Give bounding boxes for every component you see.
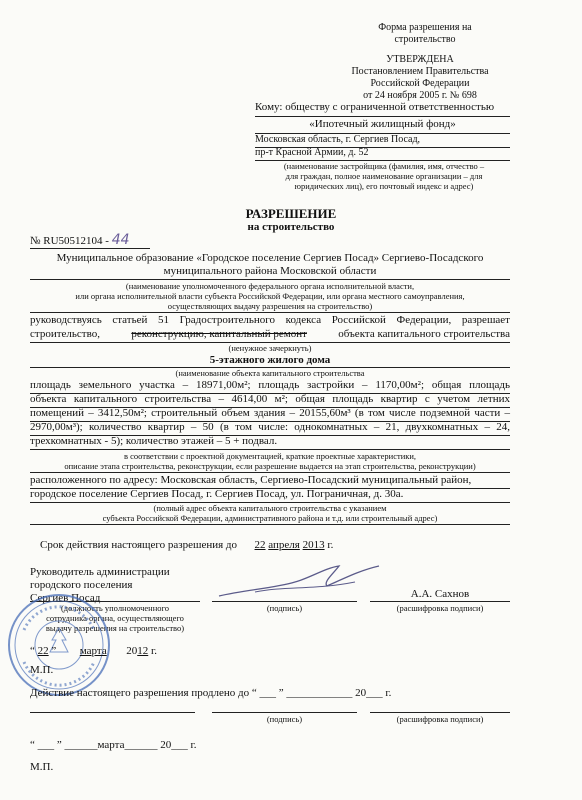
authority-hint-1: (наименование уполномоченного федерального органа исполнительной власти,	[125, 281, 415, 291]
validity-year: 2013	[302, 539, 325, 551]
basis-line2	[30, 328, 510, 341]
signer-role-hint-3: выдачу разрешения на строительство)	[45, 623, 185, 633]
signer-role-hint-2: сотрудника органа, осуществляющего	[46, 613, 184, 623]
basis-hint: (ненужное зачеркнуть)	[228, 343, 312, 353]
signer-name: А.А. Сахнов	[410, 588, 470, 600]
approval-block	[340, 54, 500, 102]
object-param-4: 2970,00м³); количество квартир – 50 (в том числе: однокомнатных – 21, двухкомнатных – 24,	[30, 421, 510, 433]
mp-1: М.П.	[30, 664, 54, 676]
issue-date-day: 22	[37, 645, 49, 657]
recipient-hint-3: юридических лиц), его почтовый индекс и адрес)	[294, 181, 474, 191]
location-hint-2: субъекта Российской Федерации, административного района и т.д. или строительный адрес)	[102, 513, 438, 523]
extension-date: “ ___ ” ______марта______ 20___ г.	[30, 739, 197, 751]
signer-role-3: Сергиев Посад	[30, 592, 101, 604]
recipient-address-2: пр-т Красной Армии, д. 52	[255, 147, 369, 158]
extension-name-hint: (расшифровка подписи)	[396, 714, 484, 724]
signer-role-2: городского поселения	[30, 579, 133, 591]
signer-role-1: Руководитель администрации	[30, 566, 170, 578]
doc-subtitle: на строительство	[247, 221, 335, 233]
doc-title: РАЗРЕШЕНИЕ	[245, 206, 337, 221]
authority-line2: муниципального района Московской области	[163, 265, 377, 277]
basis-construction: строительство,	[30, 328, 100, 340]
issue-date-close-quote: ”	[51, 645, 57, 657]
recipient-hint	[258, 161, 510, 191]
form-line1: Форма разрешения на	[378, 22, 472, 33]
form-caption	[360, 22, 490, 46]
validity	[40, 539, 520, 552]
object-hint-2	[30, 451, 510, 471]
authority-line1: Муниципальное образование «Городское поселение Сергиев Посад» Сергиево-Посадского	[56, 252, 484, 264]
authority-hint	[30, 281, 510, 311]
object-param-5: трехкомнатных - 5); количество этажей – 5 + подвал.	[30, 435, 278, 447]
object-param-3: помещений – 3412,50м²; строительный объем здания – 20155,60м³ (в том числе подземной части –	[30, 407, 510, 419]
location-line2: городское поселение Сергиев Посад, г. Сергиев Посад, ул. Пограничная, д. 30а.	[30, 488, 404, 500]
authority-hint-2: или органа исполнительной власти субъекта Российской Федерации, или органа местного самоуправления,	[75, 291, 465, 301]
recipient-hint-2: для граждан, полное наименование организации – для	[285, 171, 483, 181]
to-value: обществу с ограниченной ответственностью	[285, 101, 495, 113]
extension-sign-hint: (подпись)	[266, 714, 303, 724]
issue-date-month: марта	[79, 645, 107, 657]
approved-line3: от 24 ноября 2005 г. № 698	[363, 90, 477, 101]
recipient-to	[255, 101, 510, 114]
form-line2: строительство	[394, 34, 456, 45]
issue-date-suffix: г.	[150, 645, 158, 657]
basis-line1: руководствуясь статьей 51 Градостроительного кодекса Российской Федерации, разрешает	[30, 314, 510, 326]
authority-hint-3: осуществляющих выдачу разрешения на строительство)	[167, 301, 373, 311]
issue-date-year-prefix: 20	[126, 645, 138, 657]
recipient-hint-1: (наименование застройщика (фамилия, имя, отчество –	[283, 161, 485, 171]
extension-text: Действие настоящего разрешения продлено до “ ___ ” ____________ 20___ г.	[30, 687, 392, 699]
object-param-1: площадь земельного участка – 18971,00м²; площадь застройки – 1170,00м²; общая площадь	[30, 379, 510, 391]
location-hint-1: (полный адрес объекта капитального строительства с указанием	[153, 503, 387, 513]
object-param-2: объекта капитального строительства – 4614,00 м²; общая площадь квартир с учетом летних	[30, 393, 510, 405]
approved-title: УТВЕРЖДЕНА	[386, 54, 454, 65]
number-value: RU50512104 -	[43, 235, 109, 247]
name-hint: (расшифровка подписи)	[396, 603, 484, 613]
permit-number	[30, 234, 230, 248]
object-name: 5-этажного жилого дома	[209, 354, 331, 366]
authority-text	[30, 252, 510, 278]
issue-date-year: 12	[137, 645, 149, 657]
issue-date	[30, 645, 230, 658]
number-handwritten: 44	[111, 232, 130, 248]
recipient-address-1: Московская область, г. Сергиев Посад,	[255, 134, 421, 145]
approved-line2: Российской Федерации	[370, 78, 470, 89]
handwritten-signature	[215, 560, 385, 604]
validity-suffix: г.	[327, 539, 334, 551]
basis-object: объекта капитального строительства	[338, 328, 510, 340]
validity-day: 22	[254, 539, 266, 551]
validity-label: Срок действия настоящего разрешения до	[40, 539, 238, 551]
recipient-company: «Ипотечный жилищный фонд»	[309, 118, 456, 130]
sign-hint: (подпись)	[266, 603, 303, 613]
validity-month: апреля	[268, 539, 300, 551]
issue-date-open-quote: “	[30, 645, 35, 657]
signer-role-hint-1: (должность уполномоченного	[60, 603, 170, 613]
mp-2: М.П.	[30, 761, 54, 773]
number-sign: №	[30, 235, 41, 247]
location-hint	[30, 503, 510, 523]
object-hint: (наименование объекта капитального строительства	[175, 368, 365, 378]
object-hint2-2: описание этапа строительства, реконструкции, если разрешение выдается на этап строительства, реконструкции)	[64, 461, 476, 471]
object-hint2-1: в соответствии с проектной документацией, краткие проектные характеристики,	[123, 451, 417, 461]
approved-line1: Постановлением Правительства	[351, 66, 489, 77]
basis-struck: реконструкцию, капитальный ремонт	[131, 328, 307, 340]
location-line1: расположенного по адресу: Московская область, Сергиево-Посадский муниципальный район,	[30, 474, 472, 486]
to-label: Кому:	[255, 101, 283, 113]
